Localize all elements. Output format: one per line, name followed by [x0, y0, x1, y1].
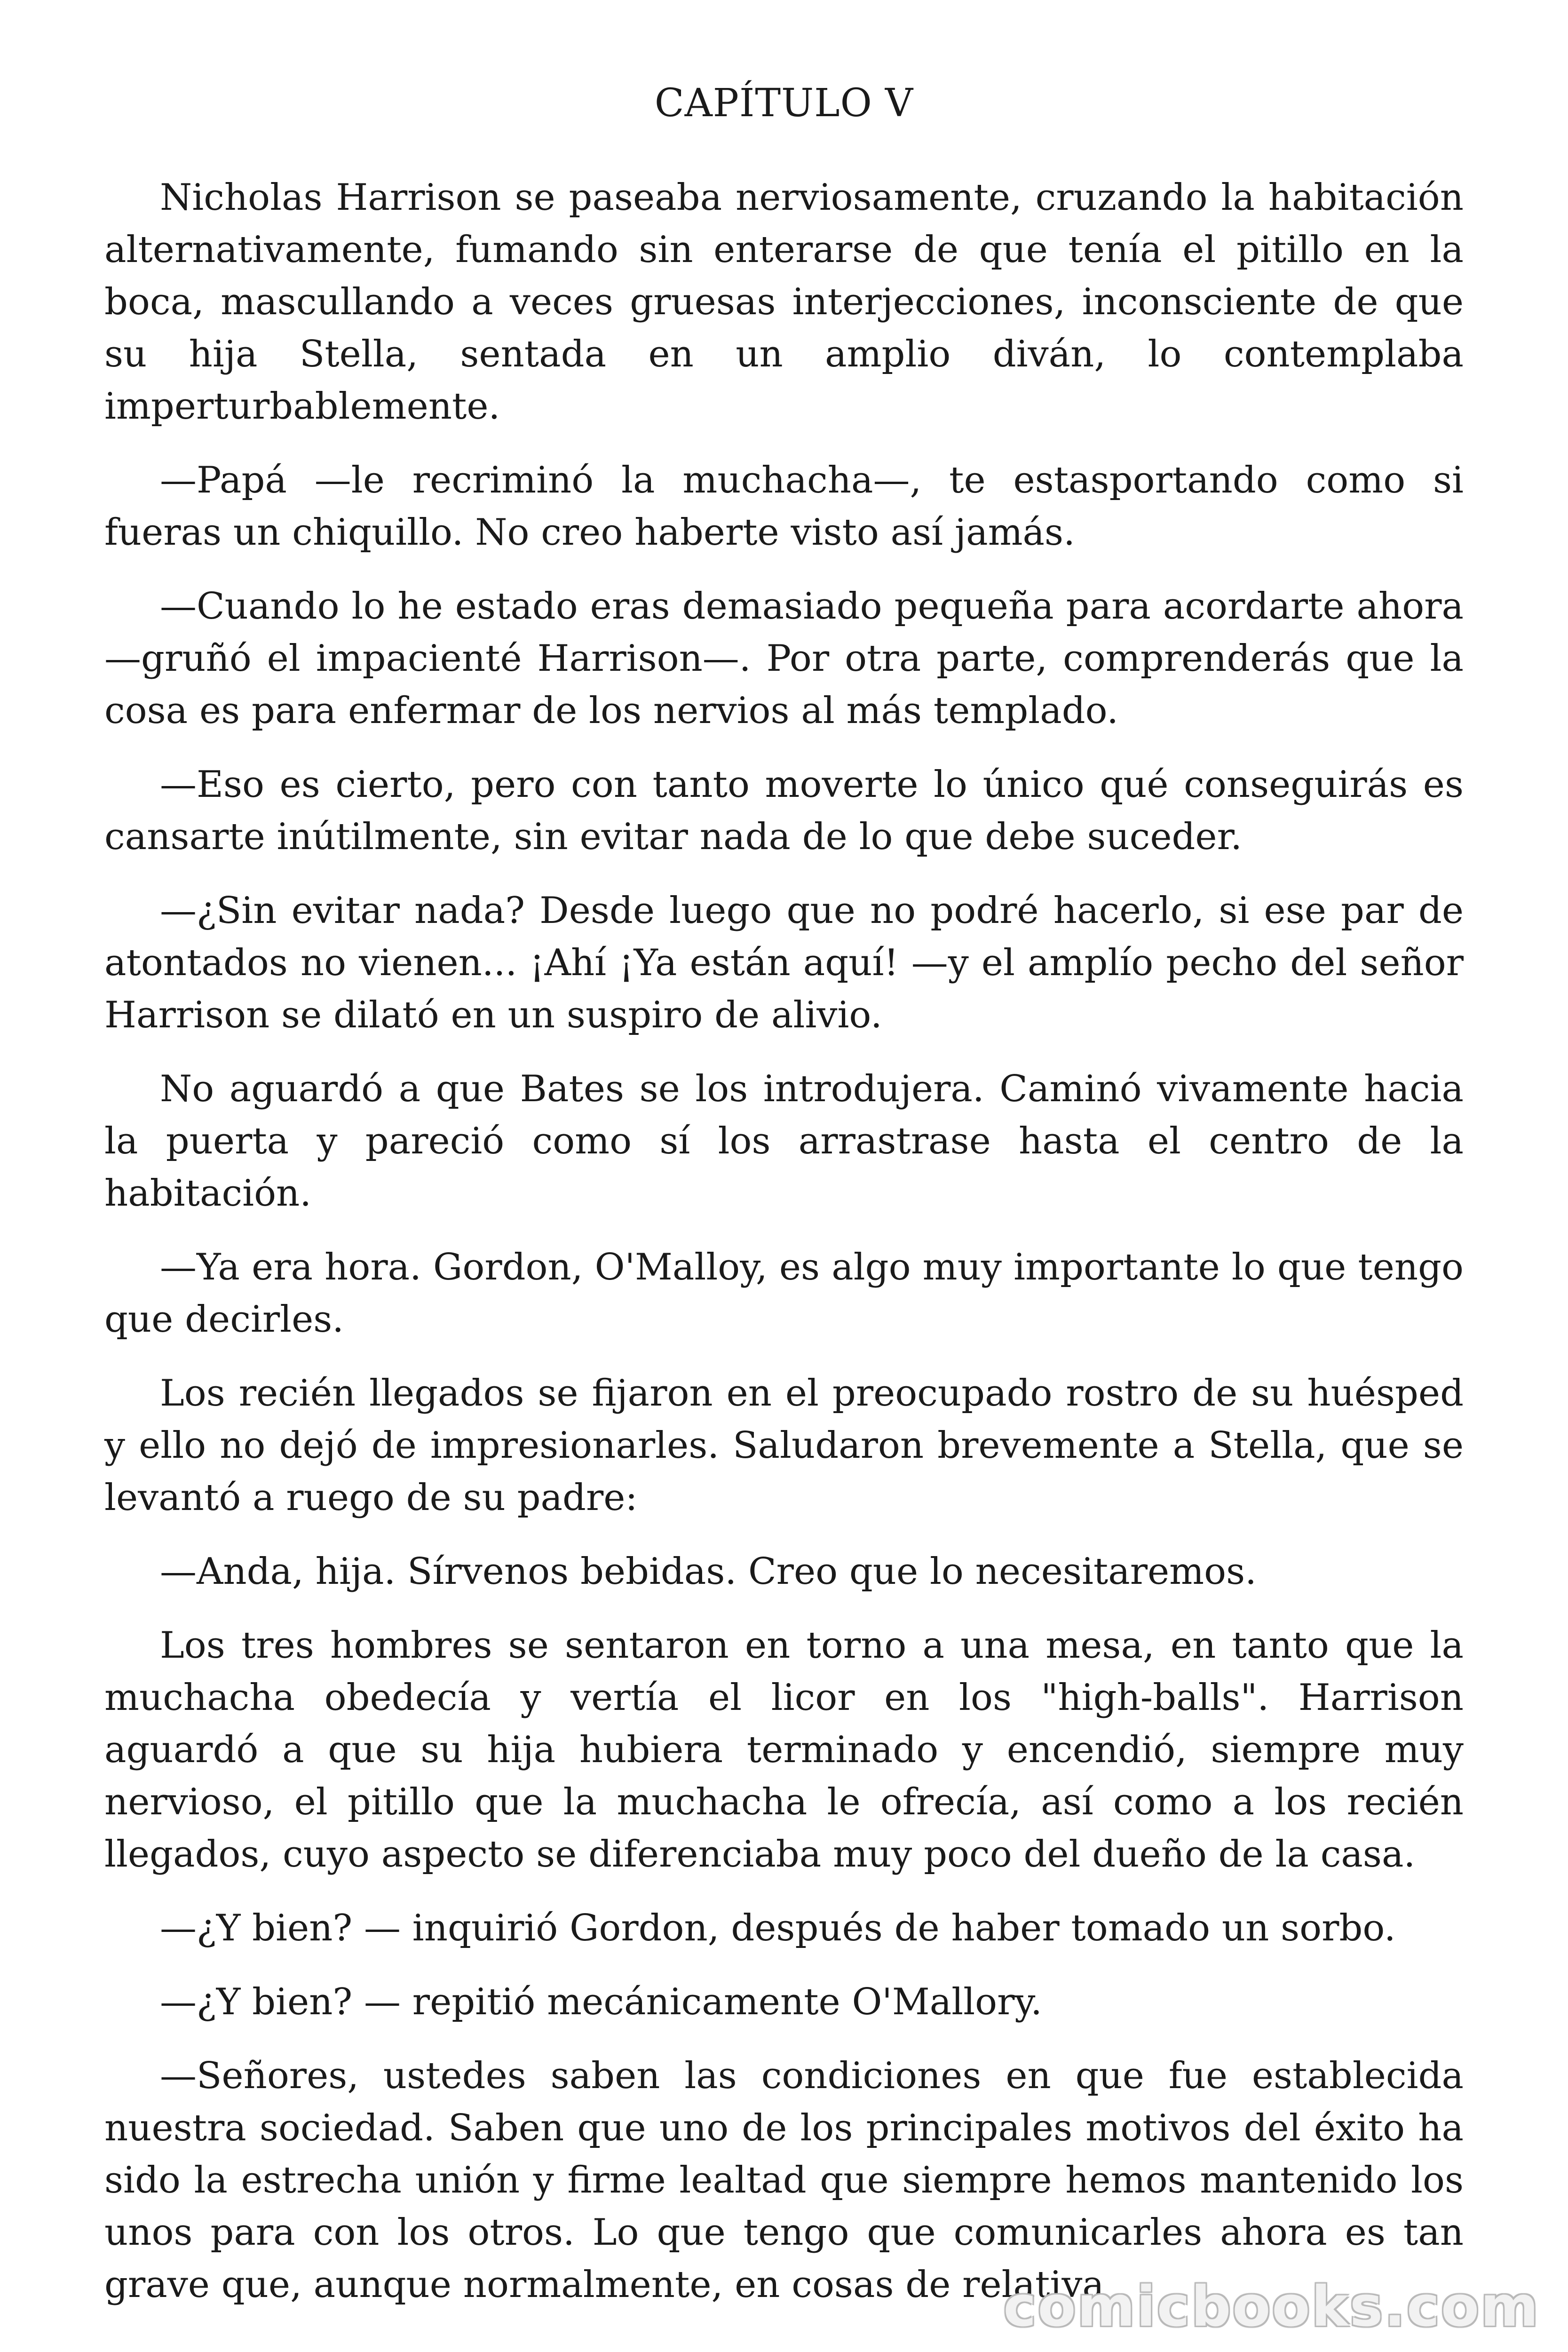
paragraph-4: —Eso es cierto, pero con tanto moverte lo único qué conseguirás es cansarte inútilmente, sin evitar nada de lo que debe suceder. — [104, 763, 1464, 858]
chapter-body — [104, 172, 1464, 2311]
paragraph-11: —¿Y bien? — inquirió Gordon, después de haber tomado un sorbo. — [160, 1907, 1396, 1949]
paragraph-13: —Señores, ustedes saben las condiciones en que fue establecida nuestra sociedad. Saben que uno de los principales motivos del éxito ha sido la estrecha unión y firme lealtad que siempre hemos mantenido los unos para con los otros. Lo que tengo que comunicarles ahora es tan grave que, aunque normalmente, en cosas de relativa — [104, 2055, 1464, 2306]
paragraph-5: —¿Sin evitar nada? Desde luego que no podré hacerlo, si ese par de atontados no vienen... ¡Ahí ¡Ya están aquí! —y el amplío pecho del señor Harrison se dilató en un suspiro de alivio. — [104, 890, 1464, 1036]
paragraph-2: —Papá —le recriminó la muchacha—, te estasportando como si fueras un chiquillo. No creo haberte visto así jamás. — [104, 459, 1464, 554]
paragraph-3: —Cuando lo he estado eras demasiado pequeña para acordarte ahora —gruñó el impacienté Harrison—. Por otra parte, comprenderás que la cosa es para enfermar de los nervios al más templado. — [104, 585, 1464, 732]
paragraph-6: No aguardó a que Bates se los introdujera. Caminó vivamente hacia la puerta y pareció como sí los arrastrase hasta el centro de la habitación. — [104, 1068, 1464, 1215]
paragraph-9: —Anda, hija. Sírvenos bebidas. Creo que lo necesitaremos. — [160, 1550, 1257, 1593]
paragraph-10: Los tres hombres se sentaron en torno a una mesa, en tanto que la muchacha obedecía y vertía el licor en los "high-balls". Harrison aguardó a que su hija hubiera terminado y encendió, siempre muy nervioso, el pitillo que la muchacha le ofrecía, así como a los recién llegados, cuyo aspecto se diferenciaba muy poco del dueño de la casa. — [104, 1624, 1464, 1875]
chapter-title: CAPÍTULO V — [654, 81, 914, 126]
watermark-logo: comicbooks.com — [1003, 2274, 1540, 2339]
paragraph-8: Los recién llegados se fijaron en el preocupado rostro de su huésped y ello no dejó de impresionarles. Saludaron brevemente a Stella, que se levantó a ruego de su padre: — [104, 1372, 1464, 1519]
paragraph-7: —Ya era hora. Gordon, O'Malloy, es algo muy importante lo que tengo que decirles. — [104, 1246, 1464, 1341]
paragraph-12: —¿Y bien? — repitió mecánicamente O'Mallory. — [160, 1981, 1042, 2023]
paragraph-1: Nicholas Harrison se paseaba nerviosamente, cruzando la habitación alternativamente, fumando sin enterarse de que tenía el pitillo en la boca, mascullando a veces gruesas interjecciones, inconsciente de que su hija Stella, sentada en un amplio diván, lo contemplaba imperturbablemente. — [104, 176, 1464, 428]
